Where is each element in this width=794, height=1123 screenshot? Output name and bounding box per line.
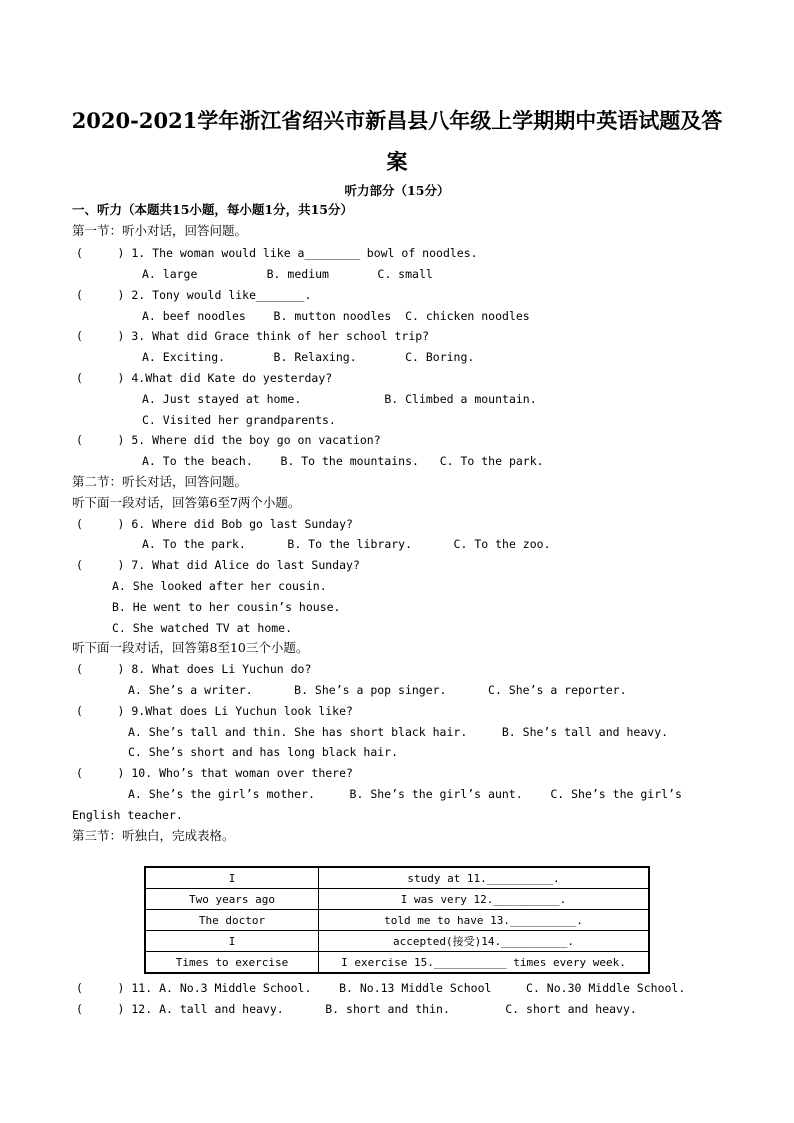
question-2: ( ) 2. Tony would like_______.: [76, 288, 312, 302]
table-cell: told me to have 13.__________.: [319, 910, 650, 931]
table-cell: I was very 12.__________.: [319, 889, 650, 910]
question-5-options: A. To the beach. B. To the mountains. C. To the park.: [142, 454, 544, 468]
section-2-intro-b: 听下面一段对话，回答第8至10三个小题。: [72, 640, 309, 655]
table-cell: Times to exercise: [145, 952, 319, 974]
table-cell: I: [145, 867, 319, 889]
question-6: ( ) 6. Where did Bob go last Sunday?: [76, 517, 353, 531]
question-9: ( ) 9.What does Li Yuchun look like?: [76, 704, 353, 718]
question-3: ( ) 3. What did Grace think of her school trip?: [76, 329, 430, 343]
table-row: [145, 867, 649, 889]
section-2-heading: 第二节：听长对话，回答问题。: [72, 474, 248, 489]
question-10-options: A. She’s the girl’s mother. B. She’s the girl’s aunt. C. She’s the girl’s: [128, 787, 682, 801]
question-11: ( ) 11. A. No.3 Middle School. B. No.13 Middle School C. No.30 Middle School.: [76, 981, 686, 995]
question-5: ( ) 5. Where did the boy go on vacation?: [76, 433, 381, 447]
question-7-option-a: A. She looked after her cousin.: [112, 579, 327, 593]
question-9-options-b: C. She’s short and has long black hair.: [128, 745, 399, 759]
question-12: ( ) 12. A. tall and heavy. B. short and thin. C. short and heavy.: [76, 1002, 637, 1016]
question-4-options-a: A. Just stayed at home. B. Climbed a mountain.: [142, 392, 537, 406]
table-row: [145, 931, 649, 952]
question-4: ( ) 4.What did Kate do yesterday?: [76, 371, 333, 385]
section-title: 听力部分（15分）: [344, 183, 450, 198]
question-6-options: A. To the park. B. To the library. C. To the zoo.: [142, 537, 551, 551]
page-title-line-1: 2020-2021学年浙江省绍兴市新昌县八年级上学期期中英语试题及答: [71, 108, 723, 133]
table-row: [145, 952, 649, 974]
table-cell: I exercise 15.___________ times every week.: [319, 952, 650, 974]
question-7-option-c: C. She watched TV at home.: [112, 621, 293, 635]
question-7-option-b: B. He went to her cousin’s house.: [112, 600, 341, 614]
table-row: [145, 910, 649, 931]
table-cell: The doctor: [145, 910, 319, 931]
question-10-options-cont: English teacher.: [72, 808, 183, 822]
question-8-options: A. She’s a writer. B. She’s a pop singer. C. She’s a reporter.: [128, 683, 627, 697]
question-2-options: A. beef noodles B. mutton noodles C. chicken noodles: [142, 309, 530, 323]
question-10: ( ) 10. Who’s that woman over there?: [76, 766, 353, 780]
page-title-line-2: 案: [386, 149, 408, 174]
table-cell: study at 11.__________.: [319, 867, 650, 889]
section-2-intro-a: 听下面一段对话，回答第6至7两个小题。: [72, 495, 301, 510]
question-1: ( ) 1. The woman would like a________ bowl of noodles.: [76, 246, 478, 260]
question-7: ( ) 7. What did Alice do last Sunday?: [76, 558, 360, 572]
question-3-options: A. Exciting. B. Relaxing. C. Boring.: [142, 350, 475, 364]
part-heading: 一、听力（本题共15小题，每小题1分，共15分）: [72, 202, 353, 217]
question-9-options-a: A. She’s tall and thin. She has short black hair. B. She’s tall and heavy.: [128, 725, 669, 739]
table-cell: Two years ago: [145, 889, 319, 910]
monologue-table: [144, 866, 650, 974]
table-cell: accepted(接受)14.__________.: [319, 931, 650, 952]
question-8: ( ) 8. What does Li Yuchun do?: [76, 662, 312, 676]
table-row: [145, 889, 649, 910]
section-1-heading: 第一节：听小对话，回答问题。: [72, 223, 248, 238]
section-3-heading: 第三节：听独白，完成表格。: [72, 828, 235, 843]
question-4-options-b: C. Visited her grandparents.: [142, 413, 336, 427]
table-cell: I: [145, 931, 319, 952]
question-1-options: A. large B. medium C. small: [142, 267, 433, 281]
